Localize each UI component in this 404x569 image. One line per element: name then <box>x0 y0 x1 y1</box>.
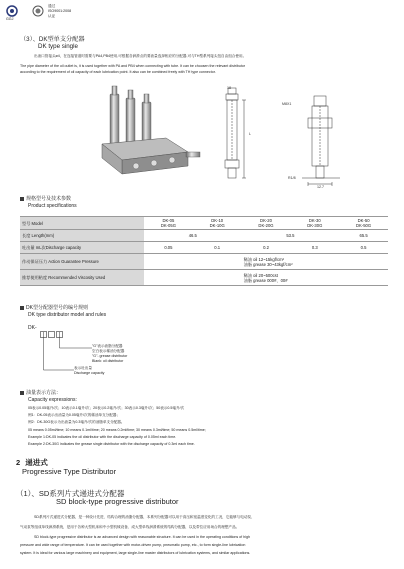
viscosity-oil: 稀油 oil 20~500cst <box>243 272 278 278</box>
section2-heading <box>16 459 48 467</box>
model-cell: DK-05 DK-05G <box>144 217 193 230</box>
table-row <box>20 242 388 254</box>
dim-top: 18 <box>227 86 231 90</box>
cert-label: 通过 <box>48 4 56 8</box>
rules-title-cn: DK型分配器型号的编号规则 <box>20 305 88 311</box>
capacity-line-5: Example 1:DK-05 indicates the oil distributor with the discharge capacity of 0.05ml each time. <box>28 435 177 439</box>
rule-prefix: DK- <box>28 325 37 331</box>
bullet-icon <box>20 391 24 395</box>
table-row <box>20 254 388 270</box>
sd-title-en: SD block-type progressive distributor <box>56 497 179 506</box>
section-desc-en-2: according to the requirement of oil capacity of each lubrication point. It also can be combined freely with TH type connector. <box>20 70 216 74</box>
sd-desc-en-2: pressure and wide range of temperature. It can be used together with motor-driven pump, pneumatic pump, etc., to form single-line lubrication <box>20 543 246 547</box>
dim-thread: M8X1 <box>282 102 292 106</box>
cert-label-2: 认证 <box>48 14 56 18</box>
sd-desc-en-3: system. It is ideal for various large machinery and equipment, large single-line master distributors of lubrication systems, and similar applications. <box>20 551 251 555</box>
pressure-grease: 油脂 grease 30~43kgf/cm² <box>243 261 293 267</box>
logo-text: GGJ <box>6 17 14 21</box>
model-cell: DK-50 DK-50G <box>339 217 388 230</box>
length-label: 长度 Length(mm) <box>20 230 144 242</box>
rule-g-cn: "G"表示油脂分配器 <box>92 344 123 348</box>
rule-leader-lines <box>40 331 100 386</box>
dim-r: R1/8 <box>288 176 296 180</box>
specs-title-cn: 规格型号及技术参数 <box>20 196 71 202</box>
technical-drawing <box>222 84 372 194</box>
sd-desc-en-1: SD block-type progressive distributor is an advanced design with reasonable structure. It can be used in the operating conditions of high <box>34 535 250 539</box>
rule-cap-cn: 表示吐出量 <box>74 366 92 370</box>
model-cell: DK-20 DK-20G <box>242 217 291 230</box>
capacity-label: 吐出量 mL次Discharge capacity <box>20 242 144 254</box>
rule-blank-en: Blank: oil distributor <box>92 359 124 363</box>
iso-text: ISO9001:2008 <box>48 9 72 13</box>
iso-badge <box>32 4 44 16</box>
section2-title-cn: 递进式 <box>25 458 48 467</box>
dim-width: 12.7 <box>317 185 324 189</box>
length-cell: 53.5 <box>242 230 340 242</box>
viscosity-grease: 油脂 grease 000#、00# <box>243 277 288 283</box>
table-row <box>20 270 388 286</box>
section-subtitle: DK type single <box>38 43 78 50</box>
section2-number: 2 <box>16 458 21 467</box>
length-cell: 65.5 <box>339 230 388 242</box>
viscosity-label: 推荐使用粘度 Recommended Viscosity Used <box>20 270 144 286</box>
rules-title-en: DK type distributor model and rules <box>28 312 107 318</box>
capacity-line-3: 例2：DK-30G表示为出油量为0.3毫升/次的油脂单支分配器。 <box>28 420 125 424</box>
pressure-label: 作动保证压力 Action Guarantee Pressure <box>20 254 144 270</box>
sd-desc-cn-1: SD系列片式递进式分配器，是一种设计先进、结构合理的油脂分配器，本系列分配器可以用于高压和宽温度变化的工况，它能够与电动泵、 <box>34 515 255 519</box>
section-title: （3）、DK型单支分配器 <box>20 36 85 43</box>
model-label: 型号 Model <box>20 217 144 230</box>
capacity-cell: 0.2 <box>242 242 291 254</box>
rule-cap-en: Discharge capacity <box>74 371 105 375</box>
bullet-icon <box>20 306 24 310</box>
company-logo <box>5 4 19 18</box>
dim-length: L <box>249 132 251 136</box>
rule-blank-cn: 空白表示稀油分配器 <box>92 349 125 353</box>
section-desc-en-1: The pipe diameter of the oil outlet is, it is used together with PA and PB4 when connecting with tube. It can be choosen the relevant distributor <box>20 64 246 68</box>
section2-title-en: Progressive Type Distributor <box>22 467 117 476</box>
specs-title-en: Product specifications <box>28 203 77 209</box>
capacity-line-1: 05表示0.05毫升/次；10表示0.1毫升/次；20表示0.2毫升/次；30表示0.3毫升/次；50表示0.5毫升/次 <box>28 406 185 410</box>
capacity-title-cn: 油量表示方法： <box>20 390 61 396</box>
model-cell: DK-10 DK-10G <box>193 217 242 230</box>
product-photo <box>96 82 206 182</box>
sd-title-cn: （1）、SD系列片式递进式分配器 <box>16 489 125 498</box>
model-cell: DK-30 DK-30G <box>290 217 339 230</box>
capacity-line-6: Example 2:DK-30G indicates the grease single distributor with the discharge capacity of 0.3ml each time. <box>28 442 195 446</box>
table-row <box>20 230 388 242</box>
capacity-line-4: 05 means 0.05ml/time; 10 means 0.1ml/time; 20 means 0.2ml/time; 30 means 0.3ml/time; 50 means 0.5ml/time; <box>28 428 206 432</box>
capacity-line-2: 例1：DK-05表示出油量为0.05毫升/次的稀油单支分配器； <box>28 413 121 417</box>
capacity-cell: 0.1 <box>193 242 242 254</box>
sd-desc-cn-2: 气动泵等组成单线润滑系统，是用于各种大型机床和中小型机械设备、成大型单线润滑系统的结构分配器，以及带位应用场合的理想产品。 <box>20 525 240 529</box>
table-row <box>20 217 388 230</box>
section-desc-cn: 出油口管接头ø4，在连接管道时需要与PA4,PB4使用,可根据各润滑点的要油量选择相应的分配器,可与TH型系列接头扭自由组合使用。 <box>34 54 247 58</box>
capacity-title-en: Capacity expressions: <box>28 397 77 403</box>
capacity-cell: 0.3 <box>290 242 339 254</box>
spec-table <box>20 216 388 286</box>
length-cell: 46.5 <box>144 230 242 242</box>
pressure-oil: 稀油 oil 12~15kgf/cm² <box>243 256 284 262</box>
capacity-cell: 0.5 <box>339 242 388 254</box>
capacity-cell: 0.05 <box>144 242 193 254</box>
bullet-icon <box>20 197 24 201</box>
rule-g-en: "G"- grease distributor <box>92 354 128 358</box>
